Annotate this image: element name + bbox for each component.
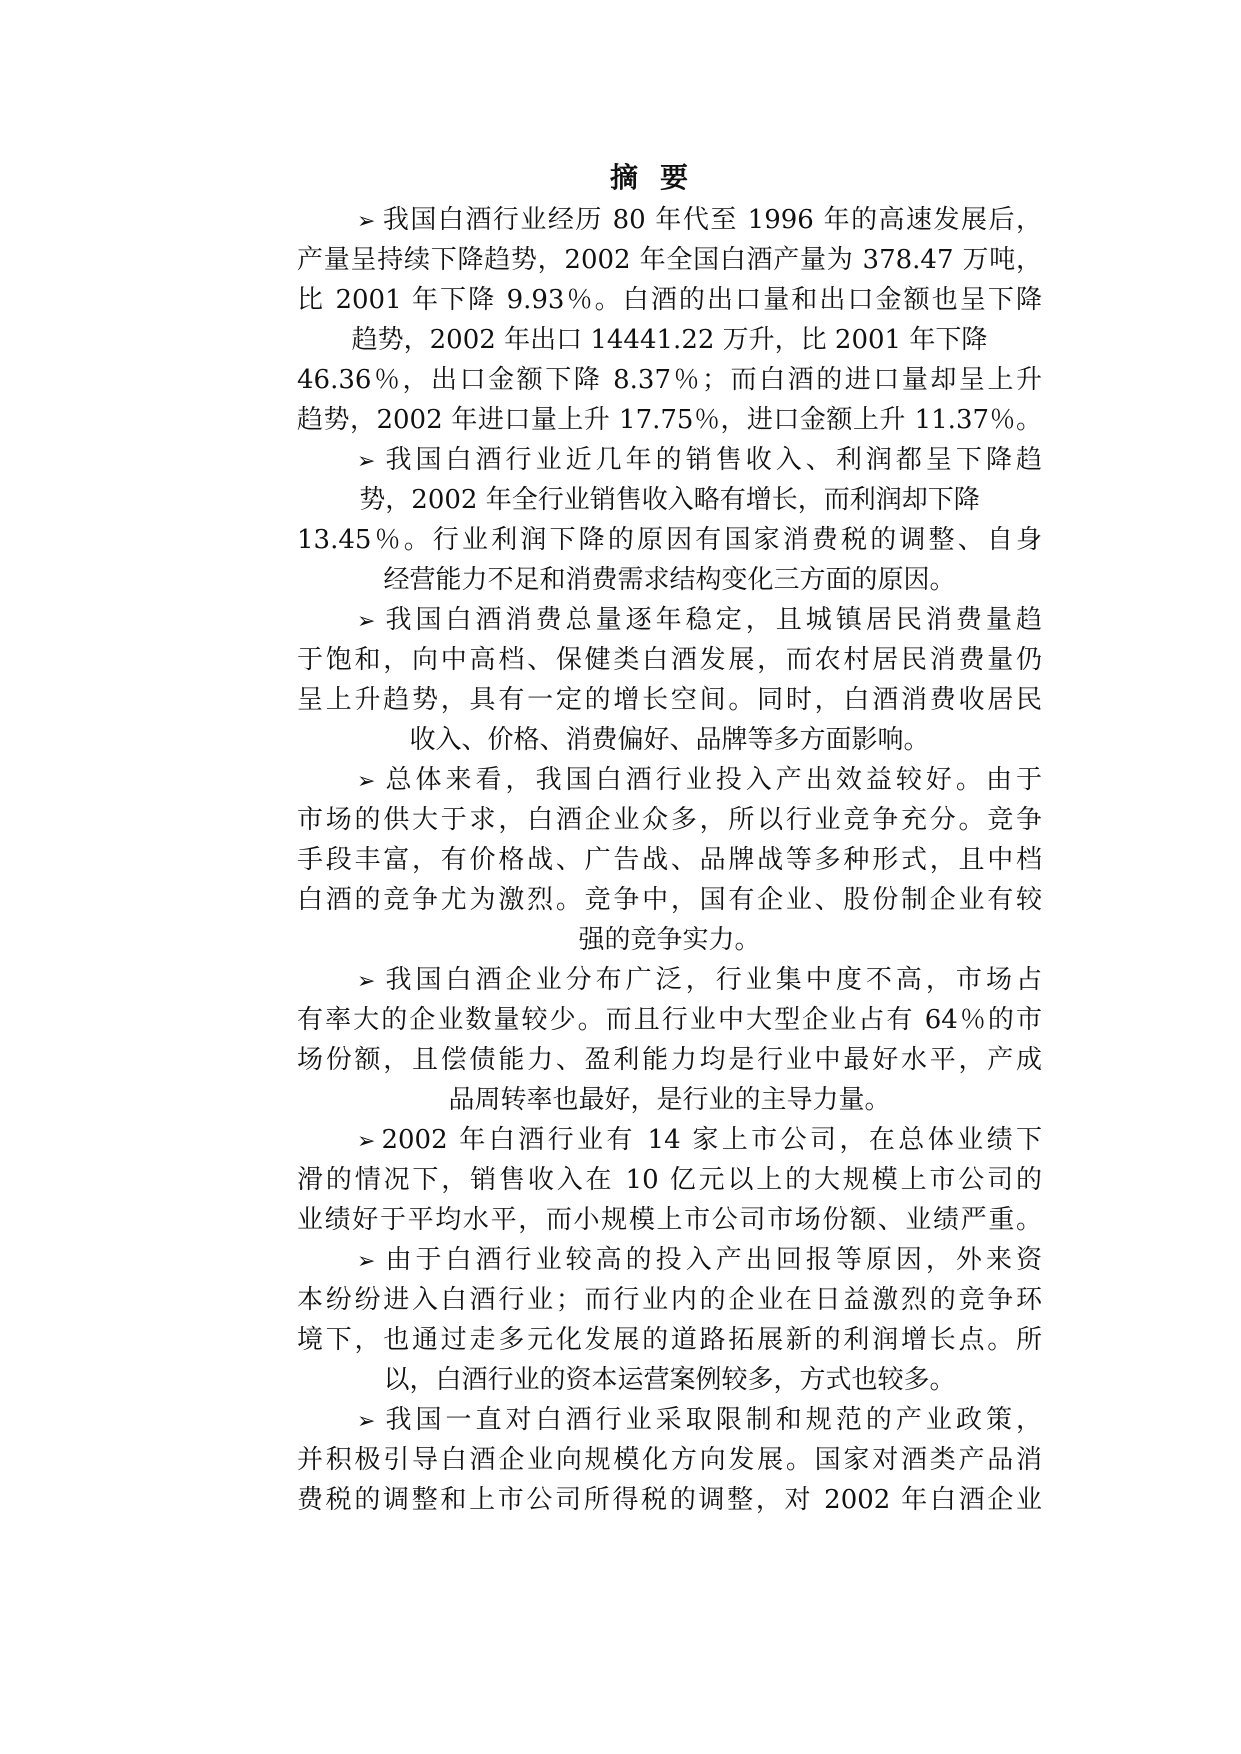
paragraph-4-line-5: 强的竞争实力。 (578, 925, 761, 955)
paragraph-7-line-3: 境下，也通过走多元化发展的道路拓展新的利润增长点。所 (297, 1325, 1042, 1355)
paragraph-7-line-4: 以，白酒行业的资本运营案例较多，方式也较多。 (383, 1365, 956, 1395)
paragraph-5-line-1: ➢ 我国白酒企业分布广泛，行业集中度不高，市场占 (357, 965, 1042, 995)
paragraph-8-line-2: 并积极引导白酒企业向规模化方向发展。国家对酒类产品消 (297, 1445, 1042, 1475)
paragraph-3-line-4: 收入、价格、消费偏好、品牌等多方面影响。 (409, 725, 930, 755)
paragraph-1-line-3: 比 2001 年下降 9.93％。白酒的出口量和出口金额也呈下降 (297, 285, 1042, 315)
paragraph-4-line-2: 市场的供大于求，白酒企业众多，所以行业竞争充分。竞争 (297, 805, 1042, 835)
paragraph-1-line-1: ➢ 我国白酒行业经历 80 年代至 1996 年的高速发展后， (357, 205, 1042, 235)
paragraph-6-line-2: 滑的情况下，销售收入在 10 亿元以上的大规模上市公司的 (297, 1165, 1042, 1195)
paragraph-3-line-3: 呈上升趋势，具有一定的增长空间。同时，白酒消费收居民 (297, 685, 1042, 715)
paragraph-5-line-2: 有率大的企业数量较少。而且行业中大型企业占有 64％的市 (297, 1005, 1042, 1035)
paragraph-5-line-3: 场份额，且偿债能力、盈利能力均是行业中最好水平，产成 (297, 1045, 1042, 1075)
paragraph-8-line-3: 费税的调整和上市公司所得税的调整，对 2002 年白酒企业 (297, 1485, 1042, 1515)
paragraph-8-line-1: ➢ 我国一直对白酒行业采取限制和规范的产业政策， (357, 1405, 1042, 1435)
arrow-bullet-icon: ➢ (357, 1129, 376, 1154)
paragraph-4-line-4: 白酒的竞争尤为激烈。竞争中，国有企业、股份制企业有较 (297, 885, 1042, 915)
arrow-bullet-icon: ➢ (357, 1249, 376, 1274)
paragraph-4-line-3: 手段丰富，有价格战、广告战、品牌战等多种形式，且中档 (297, 845, 1042, 875)
paragraph-7-line-1: ➢ 由于白酒行业较高的投入产出回报等原因，外来资 (357, 1245, 1042, 1275)
paragraph-3-line-1: ➢ 我国白酒消费总量逐年稳定，且城镇居民消费量趋 (357, 605, 1042, 635)
paragraph-2-line-2: 势，2002 年全行业销售收入略有增长，而利润却下降 (359, 485, 980, 515)
paragraph-3-line-2: 于饱和，向中高档、保健类白酒发展，而农村居民消费量仍 (297, 645, 1042, 675)
arrow-bullet-icon: ➢ (357, 449, 376, 474)
paragraph-6-line-1: ➢ 2002 年白酒行业有 14 家上市公司，在总体业绩下 (357, 1125, 1042, 1155)
paragraph-6-line-3: 业绩好于平均水平，而小规模上市公司市场份额、业绩严重。 (297, 1205, 1042, 1235)
paragraph-1-line-4: 趋势，2002 年出口 14441.22 万升，比 2001 年下降 (351, 325, 988, 355)
paragraph-1-line-5: 46.36％，出口金额下降 8.37％；而白酒的进口量却呈上升 (297, 365, 1042, 395)
paragraph-1-line-2: 产量呈持续下降趋势，2002 年全国白酒产量为 378.47 万吨， (297, 245, 1042, 275)
page-title: 摘要 (609, 161, 710, 194)
paragraph-4-line-1: ➢ 总体来看，我国白酒行业投入产出效益较好。由于 (357, 765, 1042, 795)
paragraph-1-line-6: 趋势，2002 年进口量上升 17.75％，进口金额上升 11.37％。 (297, 405, 1042, 435)
arrow-bullet-icon: ➢ (357, 969, 376, 994)
arrow-bullet-icon: ➢ (357, 609, 376, 634)
paragraph-5-line-4: 品周转率也最好，是行业的主导力量。 (448, 1085, 891, 1115)
paragraph-2-line-1: ➢ 我国白酒行业近几年的销售收入、利润都呈下降趋 (357, 445, 1042, 475)
paragraph-7-line-2: 本纷纷进入白酒行业；而行业内的企业在日益激烈的竞争环 (297, 1285, 1042, 1315)
arrow-bullet-icon: ➢ (357, 769, 376, 794)
paragraph-2-line-3: 13.45％。行业利润下降的原因有国家消费税的调整、自身 (297, 525, 1042, 555)
paragraph-2-line-4: 经营能力不足和消费需求结构变化三方面的原因。 (383, 565, 956, 595)
arrow-bullet-icon: ➢ (357, 1409, 376, 1434)
arrow-bullet-icon: ➢ (357, 209, 376, 234)
